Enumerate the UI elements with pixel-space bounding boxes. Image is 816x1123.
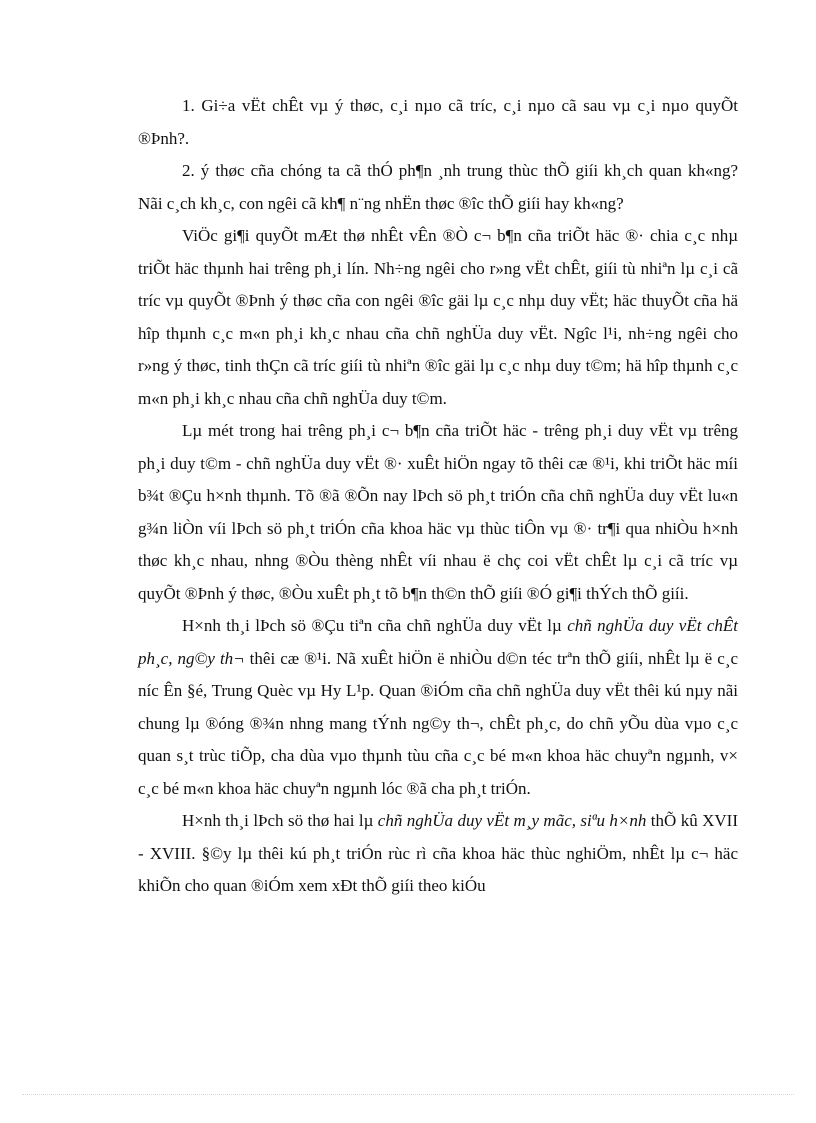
paragraph-text: thêi cæ ®¹i. Nã xuÊt hiÖn ë nhiÒu d©n téc trªn thÕ giíi, nhÊt lµ ë c¸c níc Ên §é, Trung Quèc vµ Hy L¹p. Quan ®iÓm cña chñ nghÜa duy vËt thêi kú nµy nãi chung lµ ®óng ®¾n nhng mang tÝnh ng©y th¬, chÊt ph¸c, do chñ yÕu dùa vµo c¸c quan s¸t trùc tiÕp, cha dùa vµo thµnh tùu cña c¸c bé m«n khoa häc chuyªn ngµnh, v× c¸c bé m«n khoa häc chuyªn ngµnh lóc ®ã cha ph¸t triÓn. <box>138 648 738 798</box>
italic-term: chñ nghÜa duy vËt m¸y mãc, siªu h×nh <box>377 811 647 830</box>
paragraph-two-schools <box>138 220 738 415</box>
paragraph-question-2 <box>138 155 738 220</box>
page-bottom-rule <box>22 1094 794 1095</box>
paragraph-text: ViÖc gi¶i quyÕt mÆt thø nhÊt vÊn ®Ò c¬ b¶n cña triÕt häc ®· chia c¸c nhµ triÕt häc thµnh hai trêng ph¸i lín. Nh÷ng ngêi cho r»ng vËt chÊt, giíi tù nhiªn lµ c¸i cã tríc vµ quyÕt ®Þnh ý thøc cña con ngêi ®îc gäi lµ c¸c nhµ duy vËt; häc thuyÕt cña hä hîp thµnh c¸c m«n ph¸i kh¸c nhau cña chñ nghÜa duy vËt. Ngîc l¹i, nh÷ng ngêi cho r»ng ý thøc, tinh thÇn cã tríc giíi tù nhiªn ®îc gäi lµ c¸c nhµ duy t©m; hä hîp thµnh c¸c m«n ph¸i kh¸c nhau cña chñ nghÜa duy t©m. <box>138 226 738 408</box>
paragraph-first-form <box>138 610 738 805</box>
paragraph-text: H×nh th¸i lÞch sö ®Çu tiªn cña chñ nghÜa duy vËt lµ <box>182 616 568 635</box>
paragraph-question-1 <box>138 90 738 155</box>
paragraph-text: thÕ kû XVII - XVIII. §©y lµ thêi kú ph¸t triÓn rùc rì cña khoa häc thùc nghiÖm, nhÊt lµ c¬ häc khiÕn cho quan ®iÓm xem xÐt thÕ giíi theo kiÓu <box>138 811 738 895</box>
document-body <box>138 90 738 903</box>
paragraph-second-form <box>138 805 738 903</box>
paragraph-text: 1. Gi÷a vËt chÊt vµ ý thøc, c¸i nµo cã tríc, c¸i nµo cã sau vµ c¸i nµo quyÕt ®Þnh?. <box>138 96 738 148</box>
paragraph-materialism-history <box>138 415 738 610</box>
paragraph-text: H×nh th¸i lÞch sö thø hai lµ <box>182 811 378 830</box>
paragraph-text: 2. ý thøc cña chóng ta cã thÓ ph¶n ¸nh trung thùc thÕ giíi kh¸ch quan kh«ng? Nãi c¸ch kh¸c, con ngêi cã kh¶ n¨ng nhËn thøc ®îc thÕ giíi hay kh«ng? <box>138 161 738 213</box>
italic-term: chñ nghÜa duy vËt chÊt ph¸c, ng©y th¬ <box>138 616 738 668</box>
paragraph-text: Lµ mét trong hai trêng ph¸i c¬ b¶n cña triÕt häc - trêng ph¸i duy vËt vµ trêng ph¸i duy t©m - chñ nghÜa duy vËt ®· xuÊt hiÖn ngay tõ thêi cæ ®¹i, khi triÕt häc míi b¾t ®Çu h×nh thµnh. Tõ ®ã ®Õn nay lÞch sö ph¸t triÓn cña chñ nghÜa duy vËt lu«n g¾n liÒn víi lÞch sö ph¸t triÓn cña khoa häc vµ thùc tiÔn vµ ®· tr¶i qua nhiÒu h×nh thøc kh¸c nhau, nhng ®Òu thèng nhÊt víi nhau ë chç coi vËt chÊt lµ c¸i cã tríc vµ quyÕt ®Þnh ý thøc, ®Òu xuÊt ph¸t tõ b¶n th©n thÕ giíi ®Ó gi¶i thÝch thÕ giíi. <box>138 421 738 603</box>
